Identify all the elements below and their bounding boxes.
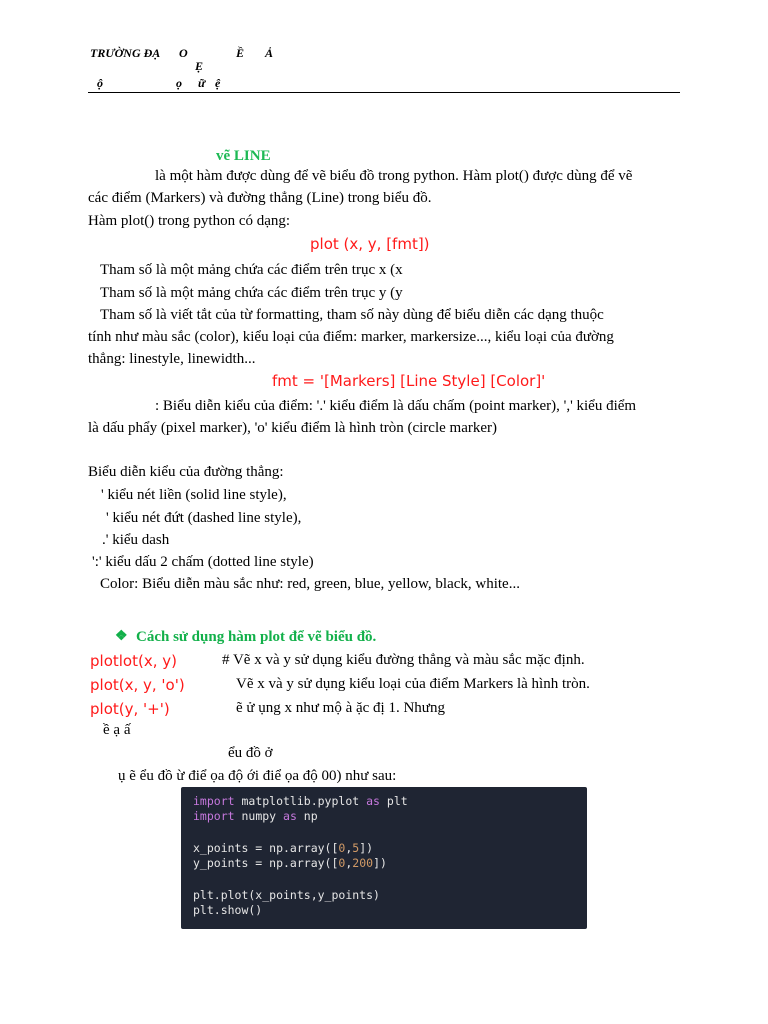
code-text: np xyxy=(296,809,318,823)
code-snippet xyxy=(181,787,587,929)
header-rule xyxy=(88,92,680,93)
code-number: 5 xyxy=(352,841,360,855)
code-number: 0 xyxy=(338,856,346,870)
param-x: Tham số là một mảng chứa các điểm trên trục x (x xyxy=(100,262,403,278)
code-line-6 xyxy=(193,905,262,917)
fmt-formula: fmt = '[Markers] [Line Style] [Color]' xyxy=(272,372,546,390)
example-1-code: plotlot(x, y) xyxy=(90,652,177,670)
code-keyword: import xyxy=(193,794,235,808)
marker-desc-1: : Biểu diễn kiểu của điểm: '.' kiểu điểm là dấu chấm (point marker), ',' kiểu điểm xyxy=(155,398,637,414)
example-2-text: Vẽ x và y sử dụng kiểu loại của điểm Markers là hình tròn. xyxy=(236,676,590,692)
code-text: x_points = np.array([ xyxy=(193,841,339,855)
code-text: plt.show() xyxy=(193,903,263,917)
header-line1-sub: Ẹ xyxy=(195,59,204,73)
code-text: numpy xyxy=(234,809,284,823)
header-line2-b: ọ xyxy=(176,76,182,90)
example-3-line-3: ểu đồ ở xyxy=(228,745,273,761)
line-style-1: ' kiểu nét liền (solid line style), xyxy=(101,487,287,503)
code-text: plt xyxy=(379,794,408,808)
line-style-4: ':' kiểu dấu 2 chấm (dotted line style) xyxy=(92,554,314,570)
header-line2-c: ữ xyxy=(198,76,206,90)
code-number: 200 xyxy=(352,856,374,870)
code-text: y_points = np.array([ xyxy=(193,856,339,870)
header-line1-c: Ề xyxy=(236,46,245,60)
param-fmt-2: tính như màu sắc (color), kiểu loại của điểm: marker, markersize..., kiểu loại của đường xyxy=(88,329,614,345)
line-style-3: .' kiểu dash xyxy=(102,532,170,548)
example-3-line-4: ụ ẽ ểu đồ ừ điể ọa độ ới điể ọa độ 00) như sau: xyxy=(118,768,397,784)
section-title: vẽ LINE xyxy=(216,148,271,164)
code-keyword: as xyxy=(283,809,297,823)
header-line1-d: Ả xyxy=(265,46,274,60)
code-keyword: import xyxy=(193,809,235,823)
usage-title: Cách sử dụng hàm plot để vẽ biểu đồ. xyxy=(136,629,377,645)
code-line-3 xyxy=(193,843,373,855)
param-y: Tham số là một mảng chứa các điểm trên trục y (y xyxy=(100,285,403,301)
intro-line-1: là một hàm được dùng để vẽ biểu đồ trong python. Hàm plot() được dùng để vẽ xyxy=(155,168,633,184)
code-number: 0 xyxy=(338,841,346,855)
code-text: plt.plot(x_points,y_points) xyxy=(193,888,380,902)
example-3-line-2: ề ạ ấ xyxy=(103,722,131,738)
code-text: , xyxy=(345,856,353,870)
marker-desc-2: là dấu phẩy (pixel marker), 'o' kiểu điểm là hình tròn (circle marker) xyxy=(88,420,497,436)
param-fmt-3: thẳng: linestyle, linewidth... xyxy=(88,351,256,367)
line-style-2: ' kiểu nét đứt (dashed line style), xyxy=(106,510,302,526)
diamond-bullet-icon: ❖ xyxy=(115,629,128,644)
plot-form-label: Hàm plot() trong python có dạng: xyxy=(88,213,291,229)
color-desc: Color: Biểu diễn màu sắc như: red, green, blue, yellow, black, white... xyxy=(100,576,520,592)
code-text: ]) xyxy=(373,856,387,870)
code-text: , xyxy=(345,841,353,855)
line-style-title: Biểu diễn kiểu của đường thẳng: xyxy=(88,464,284,480)
header-line2-a: ộ xyxy=(97,76,103,90)
code-keyword: as xyxy=(366,794,380,808)
example-3-text: ẽ ử ụng x như mộ à ặc đị 1. Nhưng xyxy=(236,700,445,716)
code-text: matplotlib.pyplot xyxy=(234,794,367,808)
code-line-1 xyxy=(193,796,408,808)
example-2-code: plot(x, y, 'o') xyxy=(90,676,185,694)
code-line-4 xyxy=(193,858,387,870)
header-line2-d: ệ xyxy=(215,76,221,90)
header-line1-a: TRƯỜNG ĐẠ xyxy=(90,46,161,60)
plot-formula: plot (x, y, [fmt]) xyxy=(310,235,430,253)
code-line-2 xyxy=(193,811,318,823)
header-line1-b: O xyxy=(179,46,188,60)
example-3-code: plot(y, '+') xyxy=(90,700,170,718)
param-fmt-1: Tham số là viết tắt của từ formatting, tham số này dùng để biểu diễn các dạng thuộc xyxy=(100,307,604,323)
intro-line-2: các điểm (Markers) và đường thẳng (Line) trong biểu đồ. xyxy=(88,190,432,206)
code-text: ]) xyxy=(359,841,374,855)
example-1-text: # Vẽ x và y sử dụng kiểu đường thẳng và màu sắc mặc định. xyxy=(222,652,585,668)
code-line-5 xyxy=(193,890,380,902)
